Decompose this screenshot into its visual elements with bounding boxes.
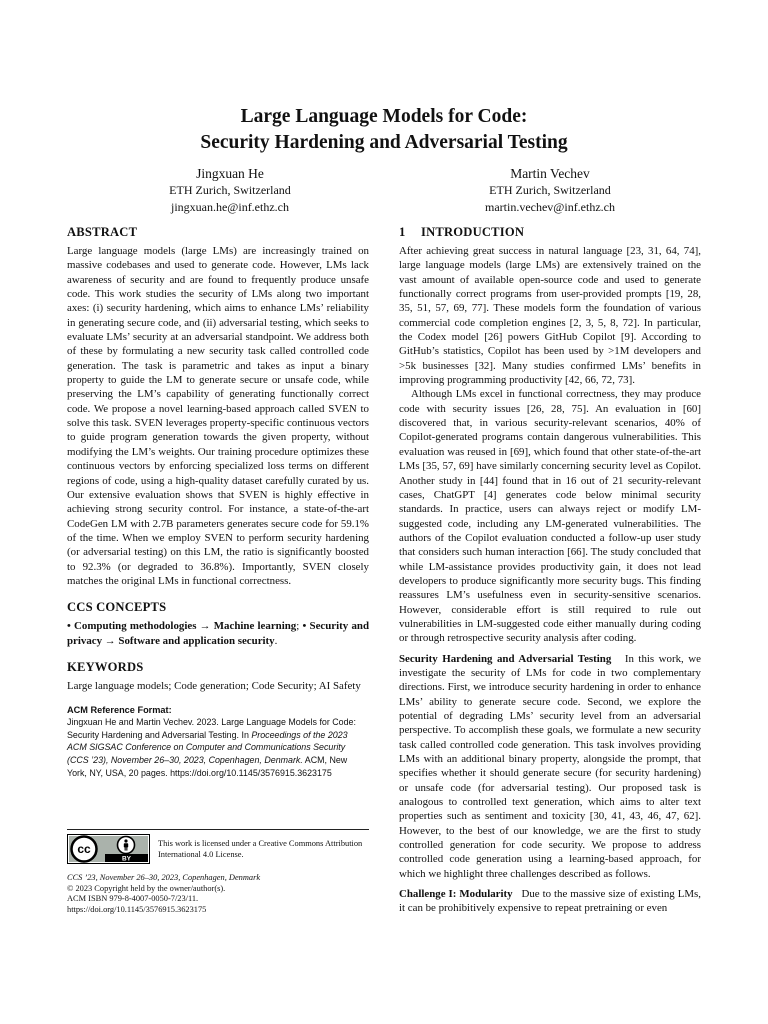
run-in-heading: Challenge I: Modularity <box>399 888 513 901</box>
footer-conference: CCS ’23, November 26–30, 2023, Copenhagen, Denmark <box>67 873 261 882</box>
right-column <box>399 224 701 916</box>
first-page-footer <box>67 873 369 915</box>
author-name: Martin Vechev <box>510 166 590 181</box>
section-number: 1 <box>399 225 406 239</box>
paper-title-line-1: Large Language Models for Code: <box>240 106 528 127</box>
author-affiliation: ETH Zurich, Switzerland <box>169 183 291 197</box>
abstract-heading: ABSTRACT <box>67 225 138 239</box>
intro-paragraph-2: Although LMs excel in functional correctness, they may produce code with security issues [26, 28, 75]. An evaluation in [60] discovered that, in various security-relevant scenarios, 40% of Copilot-generated programs contain dangerous vulnerabilities. This evaluation was reused in [69], which found that other state-of-the-art LMs [35, 57, 69] have similarly concerning security level as Copilot. Another study in [44] found that in 16 out of 21 security-relevant cases, ChatGPT [4] generates code below minimal security standards. In practice, users can always reject or modify LM-suggested code, including any LM-generated vulnerabilities. The authors of the Copilot evaluation conducted a follow-up user study that considers such human interaction [66]. The study concluded that while LM-assistance provides productivity gain, it does not lead developers to produce significantly more security bugs. This finding reassures LM’s usefulness even in security-sensitive scenarios. However, considerable effort is still required to rule out vulnerabilities in LM-suggested code either manually during coding or through retrospective security analysis after coding. <box>399 388 701 645</box>
paragraph-body: In this work, we investigate the security of LMs for code in two complementary directions. First, we introduce security hardening in order to enhance LMs’ ability to generate secure code. Second, we explore the potential of degrading LMs’ security level from an adversarial perspective. To accomplish these goals, we formulate a new security task called controlled code generation. This task involves providing LMs with an additional binary property, alongside the prompt, that specifies whether it should generate secure (for security hardening) or unsafe code (for adversarial testing). Our proposed task is analogous to controlled text generation, which aims to alter text properties such as sentiment and toxicity [30, 41, 43, 46, 47, 62]. However, to the best of our knowledge, we are the first to study controlled generation for code security. We propose to address controlled code generation using a learning-based approach, for which we highlight three challenges described as follows. <box>399 652 701 880</box>
footnote-rule <box>67 829 369 830</box>
license-text: This work is licensed under a Creative Commons Attribution International 4.0 License. <box>158 839 363 860</box>
author-block-2 <box>400 165 700 216</box>
intro-paragraph-3 <box>399 652 701 882</box>
author-email[interactable]: martin.vechev@inf.ethz.ch <box>485 200 615 214</box>
ccs-concepts-text <box>67 619 369 648</box>
ccs-concept-1: • Computing methodologies → Machine learning <box>67 620 297 633</box>
keywords-heading: KEYWORDS <box>67 659 144 674</box>
acm-reference-part-2: ACM, New York, NY, USA, 20 pages. https://doi.org/10.1145/3576915.3623175 <box>67 755 348 778</box>
paper-title-line-2: Security Hardening and Adversarial Testing <box>200 132 568 153</box>
by-badge-text: BY <box>121 855 132 863</box>
acm-reference-venue: Proceedings of the 2023 ACM SIGSAC Conference on Computer and Communications Security (CCS ’23), November 26–30, 2023, Copenhagen, Denmark. <box>67 729 348 766</box>
ccs-end: . <box>274 634 278 647</box>
left-column <box>67 224 369 779</box>
footer-doi[interactable]: https://doi.org/10.1145/3576915.3623175 <box>67 904 207 914</box>
ccs-concepts-heading: CCS CONCEPTS <box>67 600 167 615</box>
author-name: Jingxuan He <box>196 166 264 181</box>
keywords-text: Large language models; Code generation; Code Security; AI Safety <box>67 679 361 692</box>
intro-paragraph-4 <box>399 887 701 916</box>
author-affiliation: ETH Zurich, Switzerland <box>489 183 611 197</box>
author-email[interactable]: jingxuan.he@inf.ethz.ch <box>170 200 289 214</box>
run-in-heading: Security Hardening and Adversarial Testing <box>399 652 612 665</box>
ccs-separator: ; <box>296 620 303 633</box>
acm-reference-part-1: Jingxuan He and Martin Vechev. 2023. Large Language Models for Code: Security Hardening and Adversarial Testing. In <box>67 717 356 740</box>
intro-paragraph-1: After achieving great success in natural language [23, 31, 64, 74], large language models (large LMs) are extensively trained on the vast amount of available open-source code and used to generate functionally correct programs from user-provided prompts [19, 28, 35, 51, 57, 69, 77]. These models form the foundation of various commercial code completion engines [2, 3, 5, 8, 72]. In particular, the Codex model [26] powers GitHub Copilot [9]. According to GitHub’s statistics, Copilot has been used by >1M developers and >5k businesses [32]. Many studies confirmed LMs’ benefits in improving programming productivity [42, 66, 72, 73]. <box>399 245 701 387</box>
author-block-1 <box>80 165 380 216</box>
cc-by-license-badge[interactable] <box>67 834 150 864</box>
introduction-heading <box>399 224 701 240</box>
cc-badge-text: cc <box>77 842 91 857</box>
acm-reference-text <box>67 716 369 779</box>
footer-isbn: ACM ISBN 979-8-4007-0050-7/23/11. <box>67 894 199 903</box>
acm-reference-heading: ACM Reference Format: <box>67 705 172 716</box>
section-title: INTRODUCTION <box>421 225 525 239</box>
footer-copyright: © 2023 Copyright held by the owner/author(s). <box>67 883 226 893</box>
ccs-concept-2: • Security and privacy → Software and application security <box>67 620 369 647</box>
abstract-text: Large language models (large LMs) are increasingly trained on massive codebases and used to generate code. However, LMs lack awareness of security and are found to frequently produce unsafe code. This work studies the security of LMs along two important axes: (i) security hardening, which aims to enhance LMs’ reliability in generating secure code, and (ii) adversarial testing, which seeks to evaluate LMs’ security at an adversarial standpoint. We address both of these by formulating a new security task called controlled code generation. The task is parametric and takes as input a binary property to guide the LM to generate secure or unsafe code, while preserving the LM’s capability of generating functionally correct code. We propose a novel learning-based approach called SVEN to solve this task. SVEN leverages property-specific continuous vectors to guide program generation towards the given property, without modifying the LM’s weights. Our training procedure optimizes these continuous vectors by enforcing specialized loss terms on different regions of code, using a high-quality dataset carefully curated by us. Our extensive evaluation shows that SVEN is highly effective in achieving strong security control. For instance, a state-of-the-art CodeGen LM with 2.7B parameters generates secure code for 59.1% of the time. When we employ SVEN to perform security hardening (or adversarial testing) on this LM, the ratio is significantly boosted to 92.3% (or degraded to 36.8%). Importantly, SVEN closely matches the original LMs in functional correctness. <box>67 245 369 587</box>
paragraph-body: Due to the massive size of existing LMs, it can be prohibitively expensive to repeat pretraining or even <box>399 888 702 915</box>
